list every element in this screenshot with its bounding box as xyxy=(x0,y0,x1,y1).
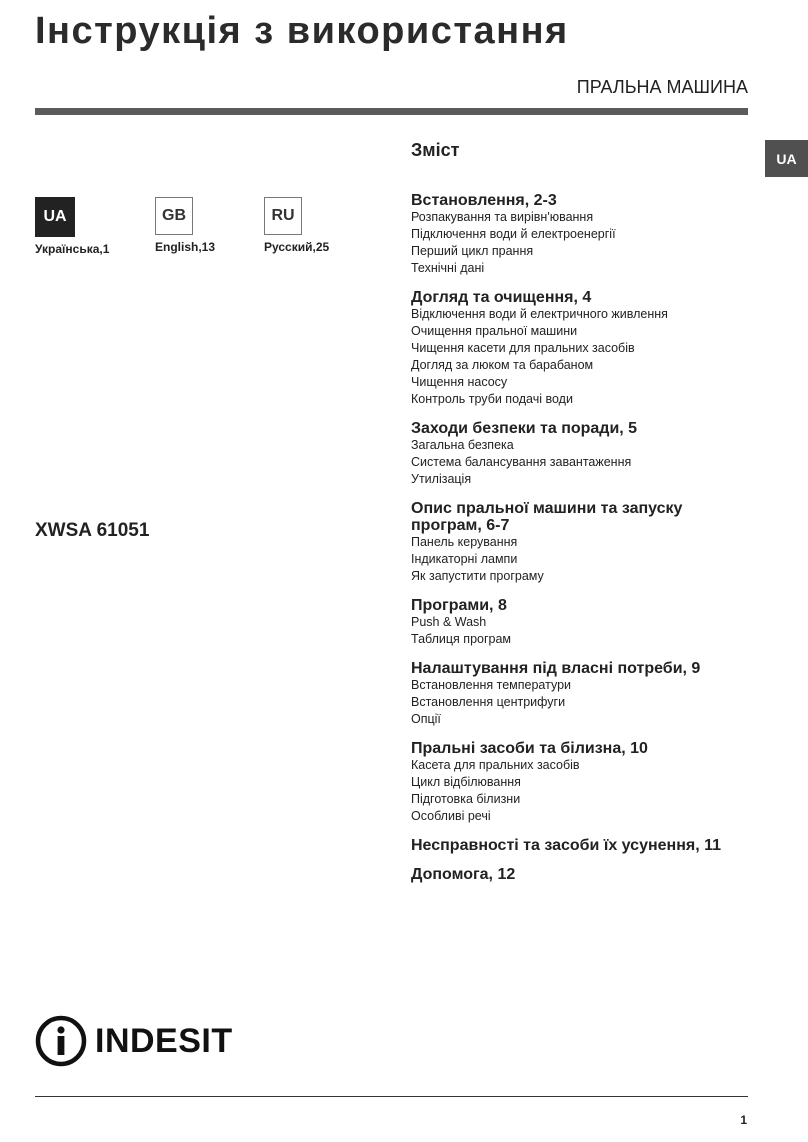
toc-item[interactable]: Відключення води й електричного живлення xyxy=(411,307,668,321)
toc-section-title[interactable]: Несправності та засоби їх усунення, 11 xyxy=(411,837,721,854)
product-type: ПРАЛЬНА МАШИНА xyxy=(576,77,748,97)
footer-divider xyxy=(35,1096,748,1097)
toc-section xyxy=(411,289,748,408)
language-gb[interactable] xyxy=(155,197,215,254)
toc-item[interactable]: Очищення пральної машини xyxy=(411,324,578,338)
toc-item[interactable]: Індикаторні лампи xyxy=(411,552,518,566)
language-code-badge: GB xyxy=(155,197,193,235)
toc-section xyxy=(411,866,748,883)
toc-item[interactable]: Як запустити програму xyxy=(411,569,544,583)
brand-symbol-icon xyxy=(35,1015,87,1067)
toc-section xyxy=(411,192,748,277)
toc-item[interactable]: Встановлення центрифуги xyxy=(411,695,566,709)
toc-item[interactable]: Чищення насосу xyxy=(411,375,508,389)
indesit-logo xyxy=(35,1015,235,1067)
toc-item[interactable]: Цикл відбілювання xyxy=(411,775,521,789)
table-of-contents xyxy=(411,140,748,895)
toc-item[interactable]: Особливі речі xyxy=(411,809,491,823)
toc-item[interactable]: Опції xyxy=(411,712,441,726)
toc-item[interactable]: Підготовка білизни xyxy=(411,792,521,806)
toc-section-title[interactable]: Налаштування під власні потреби, 9 xyxy=(411,660,701,677)
toc-section-title[interactable]: Заходи безпеки та поради, 5 xyxy=(411,420,638,437)
toc-item[interactable]: Встановлення температури xyxy=(411,678,572,692)
toc-section-title[interactable]: Встановлення, 2-3 xyxy=(411,192,557,209)
toc-section-title[interactable]: Опис пральної машини та запуску програм, 6-7 xyxy=(411,500,683,534)
toc-sections xyxy=(411,192,748,883)
toc-item[interactable]: Система балансування завантаження xyxy=(411,455,632,469)
toc-section xyxy=(411,837,748,854)
toc-item[interactable]: Утилізація xyxy=(411,472,472,486)
language-label: Українська,1 xyxy=(35,242,110,256)
toc-item[interactable]: Розпакування та вирівн'ювання xyxy=(411,210,594,224)
toc-section-title[interactable]: Пральні засоби та білизна, 10 xyxy=(411,740,648,757)
toc-heading: Зміст xyxy=(411,140,460,160)
toc-item[interactable]: Контроль труби подачі води xyxy=(411,392,573,406)
toc-item[interactable]: Push & Wash xyxy=(411,615,487,629)
toc-section xyxy=(411,500,748,585)
toc-item[interactable]: Чищення касети для пральних засобів xyxy=(411,341,635,355)
language-code-badge: UA xyxy=(35,197,75,237)
brand-wordmark: INDESIT xyxy=(95,1021,233,1060)
language-label: Русский,25 xyxy=(264,240,330,254)
toc-section xyxy=(411,740,748,825)
language-label: English,13 xyxy=(155,240,216,254)
toc-item[interactable]: Загальна безпека xyxy=(411,438,514,452)
toc-item[interactable]: Таблиця програм xyxy=(411,632,512,646)
toc-item[interactable]: Панель керування xyxy=(411,535,518,549)
toc-section xyxy=(411,660,748,728)
toc-section xyxy=(411,597,748,648)
toc-section-title[interactable]: Програми, 8 xyxy=(411,597,507,614)
toc-item[interactable]: Технічні дані xyxy=(411,261,485,275)
toc-section-title[interactable]: Догляд та очищення, 4 xyxy=(411,289,592,306)
document-title: Інструкція з використання xyxy=(35,10,569,52)
language-ru[interactable] xyxy=(264,197,329,254)
toc-item[interactable]: Касета для пральних засобів xyxy=(411,758,580,772)
toc-section-title[interactable]: Допомога, 12 xyxy=(411,866,516,883)
language-ua[interactable] xyxy=(35,197,109,256)
toc-section xyxy=(411,420,748,488)
model-number: XWSA 61051 xyxy=(35,520,150,541)
header-divider xyxy=(35,108,748,115)
toc-item[interactable]: Перший цикл прання xyxy=(411,244,534,258)
language-code-badge: RU xyxy=(264,197,302,235)
page-number: 1 xyxy=(740,1113,747,1127)
toc-item[interactable]: Догляд за люком та барабаном xyxy=(411,358,594,372)
language-side-tab: UA xyxy=(765,140,808,177)
toc-item[interactable]: Підключення води й електроенергії xyxy=(411,227,616,241)
